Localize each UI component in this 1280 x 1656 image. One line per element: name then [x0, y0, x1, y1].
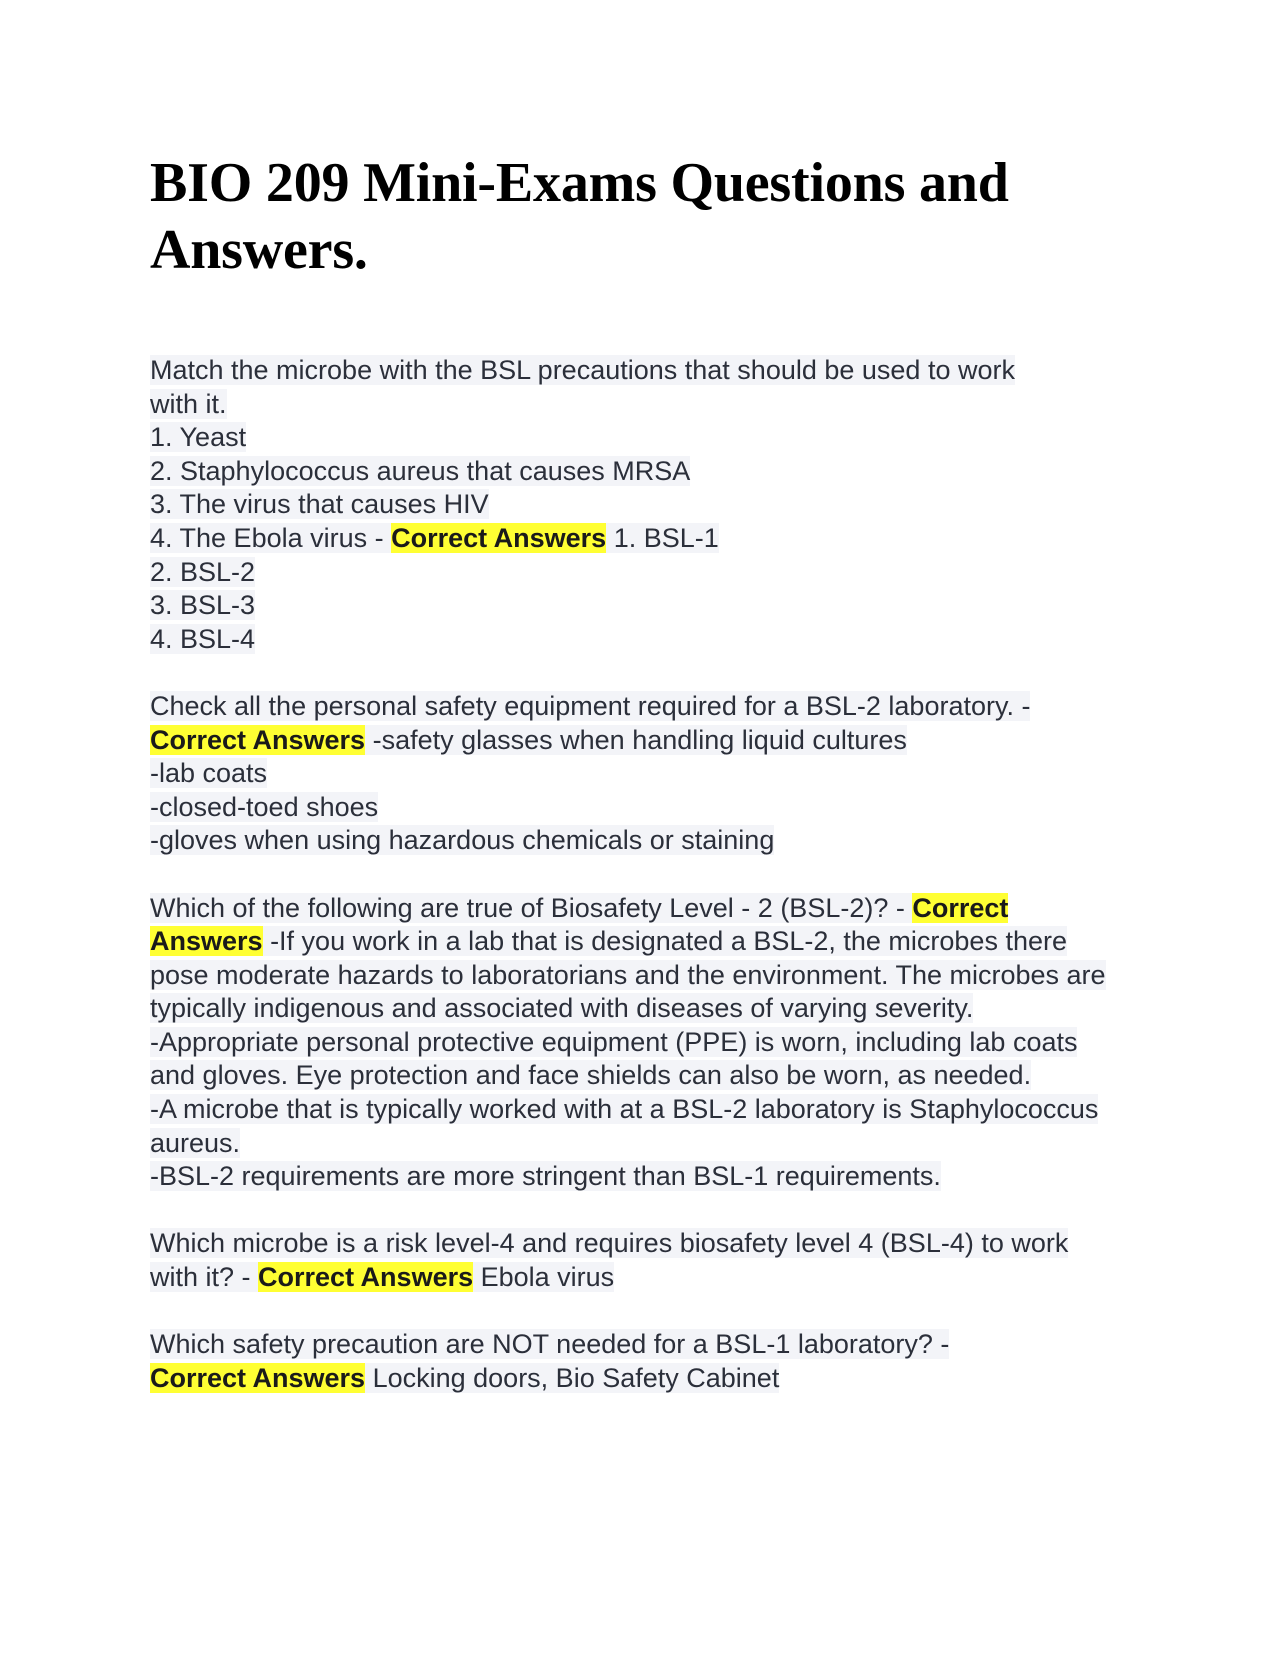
correct-answers-label: Correct Answers [150, 892, 1009, 957]
question-answer-paragraph [150, 1227, 1110, 1294]
answer-text: -gloves when using hazardous chemicals or staining [150, 825, 775, 856]
answer-line [150, 757, 1110, 791]
question-text: 4. The Ebola virus - [150, 522, 392, 553]
question-line [150, 455, 1110, 489]
question-text: with it. [150, 388, 227, 419]
qa-item [150, 690, 1110, 858]
question-line [150, 388, 1110, 422]
answer-text: -If you work in a lab that is designated a BSL-2, the microbes there pose moderate hazards to laboratorians and the environment. The microbes are typically indigenous and associated with diseases of varying severity. [150, 926, 1106, 1024]
question-text: 3. The virus that causes HIV [150, 489, 489, 520]
question-line [150, 690, 1110, 724]
correct-answers-label: Correct Answers [258, 1262, 474, 1293]
qa-item [150, 354, 1110, 656]
answer-line [150, 556, 1110, 590]
question-text: 2. Staphylococcus aureus that causes MRSA [150, 455, 691, 486]
question-line [150, 421, 1110, 455]
qa-item [150, 1328, 1110, 1395]
question-text: 1. Yeast [150, 422, 247, 453]
question-line [150, 1328, 1110, 1362]
answer-text: 2. BSL-2 [150, 556, 256, 587]
question-text: Which safety precaution are NOT needed for a BSL-1 laboratory? - [150, 1329, 950, 1360]
answer-text: -BSL-2 requirements are more stringent than BSL-1 requirements. [150, 1161, 941, 1192]
document-page [150, 150, 1110, 1429]
correct-answers-label: Correct Answers [150, 1362, 366, 1393]
answer-text: -lab coats [150, 758, 268, 789]
answer-text: -closed-toed shoes [150, 791, 379, 822]
question-line [150, 354, 1110, 388]
correct-answers-label: Correct Answers [391, 522, 607, 553]
question-text: Which microbe is a risk level-4 and requires biosafety level 4 (BSL-4) to work with it? - [150, 1228, 1069, 1293]
answer-line [150, 522, 1110, 556]
answer-text: Locking doors, Bio Safety Cabinet [365, 1362, 780, 1393]
answer-text: -A microbe that is typically worked with at a BSL-2 laboratory is Staphylococcus aureus. [150, 1094, 1099, 1158]
question-answer-paragraph [150, 892, 1110, 1026]
answer-line [150, 623, 1110, 657]
qa-item [150, 892, 1110, 1194]
question-text: Check all the personal safety equipment required for a BSL-2 laboratory. - [150, 690, 1031, 721]
answer-line [150, 791, 1110, 825]
answer-text: Ebola virus [473, 1262, 615, 1293]
correct-answers-label: Correct Answers [150, 724, 366, 755]
answer-line [150, 1160, 1110, 1194]
question-text: Which of the following are true of Biosafety Level - 2 (BSL-2)? - [150, 892, 913, 923]
question-text: Match the microbe with the BSL precautions that should be used to work [150, 355, 1015, 385]
answer-text: -safety glasses when handling liquid cultures [365, 724, 907, 755]
answer-text: 1. BSL-1 [606, 522, 719, 553]
answer-line [150, 1362, 1110, 1396]
answer-line [150, 824, 1110, 858]
document-title: BIO 209 Mini-Exams Questions and Answers. [150, 152, 1009, 281]
answer-line [150, 1026, 1110, 1093]
answer-text: 3. BSL-3 [150, 590, 256, 621]
answer-line [150, 589, 1110, 623]
answer-line [150, 1093, 1110, 1160]
answer-text: -Appropriate personal protective equipment (PPE) is worn, including lab coats and gloves. Eye protection and face shields can also be worn, as needed. [150, 1026, 1078, 1091]
answer-text: 4. BSL-4 [150, 623, 256, 654]
qa-item [150, 1227, 1110, 1294]
answer-line [150, 724, 1110, 758]
question-line [150, 488, 1110, 522]
